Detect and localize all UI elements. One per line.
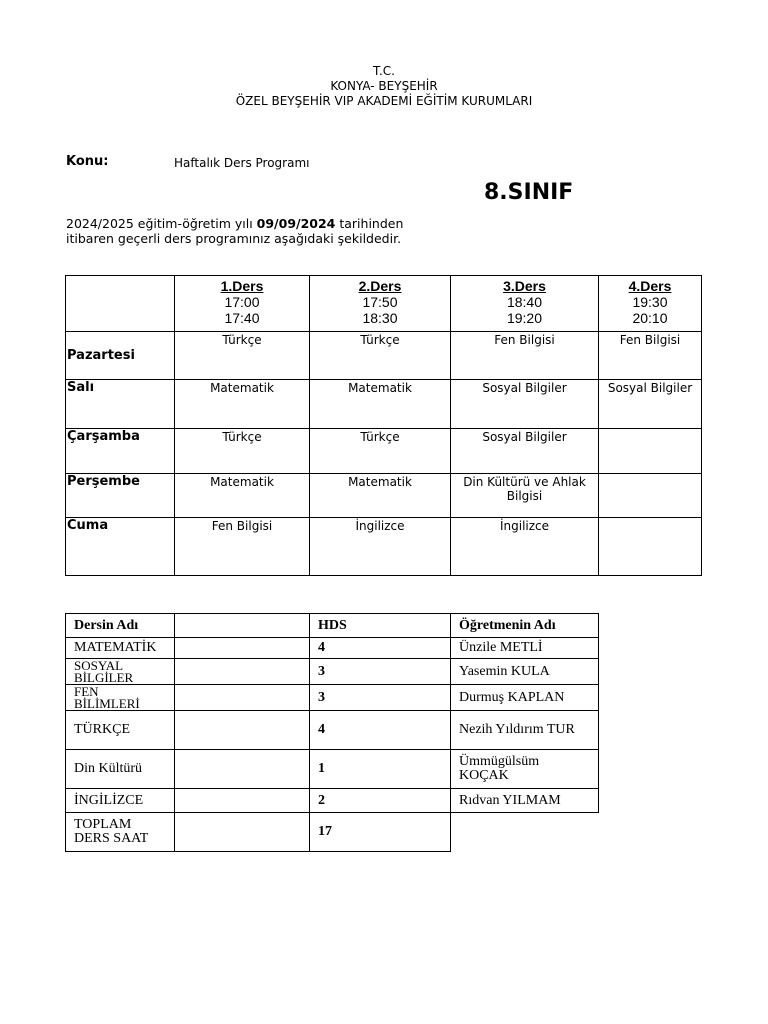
day-label: Salı	[66, 380, 175, 429]
schedule-cell: Türkçe	[310, 332, 451, 380]
intro-part1: 2024/2025 eğitim-öğretim yılı	[66, 216, 257, 231]
schedule-corner-cell	[66, 276, 175, 332]
schedule-cell: Matematik	[310, 474, 451, 518]
teacher-name: Rıdvan YILMAM	[451, 789, 599, 813]
empty-cell	[175, 614, 310, 638]
schedule-cell: Matematik	[310, 380, 451, 429]
lesson-name: 1.Ders	[220, 278, 264, 294]
hours-header-row	[66, 614, 599, 638]
course-name: İNGİLİZCE	[66, 789, 175, 813]
course-name: MATEMATİK	[66, 638, 175, 659]
schedule-cell: Matematik	[175, 380, 310, 429]
course-name: FEN BİLİMLERİ	[66, 685, 175, 711]
schedule-cell: Fen Bilgisi	[599, 332, 702, 380]
empty-cell	[175, 711, 310, 750]
schedule-cell: Türkçe	[175, 332, 310, 380]
lesson-header	[175, 276, 310, 332]
lesson-name: 3.Ders	[503, 278, 546, 294]
hds-value: 2	[310, 789, 451, 813]
day-label: Pazartesi	[66, 332, 175, 380]
day-label: Cuma	[66, 518, 175, 576]
hds-value: 1	[310, 750, 451, 789]
lesson-end: 17:40	[224, 310, 260, 326]
schedule-header-row	[66, 276, 702, 332]
lesson-header	[599, 276, 702, 332]
hds-value: 4	[310, 711, 451, 750]
lesson-start: 18:40	[506, 294, 543, 310]
schedule-cell: Fen Bilgisi	[451, 332, 599, 380]
empty-cell	[175, 750, 310, 789]
empty-cell	[175, 638, 310, 659]
empty-cell	[451, 813, 599, 852]
schedule-cell: İngilizce	[310, 518, 451, 576]
course-name: Din Kültürü	[66, 750, 175, 789]
schedule-cell: Sosyal Bilgiler	[451, 429, 599, 474]
teacher-name: Nezih Yıldırım TUR	[451, 711, 599, 750]
weekly-hours-table	[65, 613, 599, 852]
schedule-cell	[599, 474, 702, 518]
hds-value: 4	[310, 638, 451, 659]
course-header: Dersin Adı	[66, 614, 175, 638]
day-label: Çarşamba	[66, 429, 175, 474]
schedule-cell: Türkçe	[175, 429, 310, 474]
teacher-name: Yasemin KULA	[451, 659, 599, 685]
schedule-cell: Matematik	[175, 474, 310, 518]
subject-value: Haftalık Ders Programı	[174, 156, 310, 170]
course-name: TÜRKÇE	[66, 711, 175, 750]
hours-row	[66, 685, 599, 711]
intro-date: 09/09/2024	[256, 216, 336, 231]
lesson-start: 19:30	[632, 294, 668, 310]
intro-part2: tarihinden itibaren geçerli ders programınız aşağıdaki şekildedir.	[66, 216, 404, 246]
schedule-row	[66, 332, 702, 380]
lesson-start: 17:00	[224, 294, 260, 310]
schedule-cell	[599, 429, 702, 474]
grade-title: 8.SINIF	[484, 180, 574, 205]
schedule-row	[66, 474, 702, 518]
header-line-tc: T.C.	[373, 64, 395, 78]
empty-cell	[175, 789, 310, 813]
lesson-start: 17:50	[362, 294, 398, 310]
schedule-row	[66, 518, 702, 576]
hds-header: HDS	[310, 614, 451, 638]
hours-row	[66, 711, 599, 750]
lesson-end: 19:20	[506, 310, 543, 326]
lesson-header	[310, 276, 451, 332]
schedule-row	[66, 380, 702, 429]
schedule-row	[66, 429, 702, 474]
hours-row	[66, 789, 599, 813]
hours-row	[66, 659, 599, 685]
lesson-end: 20:10	[632, 310, 668, 326]
lesson-header	[451, 276, 599, 332]
hours-row	[66, 638, 599, 659]
weekly-schedule-table	[65, 275, 702, 576]
teacher-name: Ünzile METLİ	[451, 638, 599, 659]
total-value: 17	[310, 813, 451, 852]
subject-label: Konu:	[66, 154, 109, 169]
header-line-institution: ÖZEL BEYŞEHİR VIP AKADEMİ EĞİTİM KURUMLARI	[235, 94, 533, 108]
teacher-name: Ümmügülsüm KOÇAK	[451, 750, 599, 789]
schedule-cell: Sosyal Bilgiler	[599, 380, 702, 429]
schedule-cell: Din Kültürü ve Ahlak Bilgisi	[451, 474, 599, 518]
schedule-cell: Türkçe	[310, 429, 451, 474]
empty-cell	[175, 685, 310, 711]
course-name: SOSYAL BİLGİLER	[66, 659, 175, 685]
lesson-name: 4.Ders	[628, 278, 672, 294]
empty-cell	[175, 813, 310, 852]
hds-value: 3	[310, 659, 451, 685]
total-label: TOPLAM DERS SAAT	[66, 813, 175, 852]
document-header	[0, 64, 768, 109]
lesson-name: 2.Ders	[358, 278, 402, 294]
empty-cell	[175, 659, 310, 685]
hours-total-row	[66, 813, 599, 852]
day-label: Perşembe	[66, 474, 175, 518]
schedule-cell	[599, 518, 702, 576]
header-line-city: KONYA- BEYŞEHİR	[330, 79, 438, 93]
hds-value: 3	[310, 685, 451, 711]
schedule-cell: Sosyal Bilgiler	[451, 380, 599, 429]
intro-paragraph	[66, 216, 426, 246]
schedule-cell: Fen Bilgisi	[175, 518, 310, 576]
teacher-name: Durmuş KAPLAN	[451, 685, 599, 711]
teacher-header: Öğretmenin Adı	[451, 614, 599, 638]
lesson-end: 18:30	[362, 310, 398, 326]
schedule-cell: İngilizce	[451, 518, 599, 576]
hours-row	[66, 750, 599, 789]
